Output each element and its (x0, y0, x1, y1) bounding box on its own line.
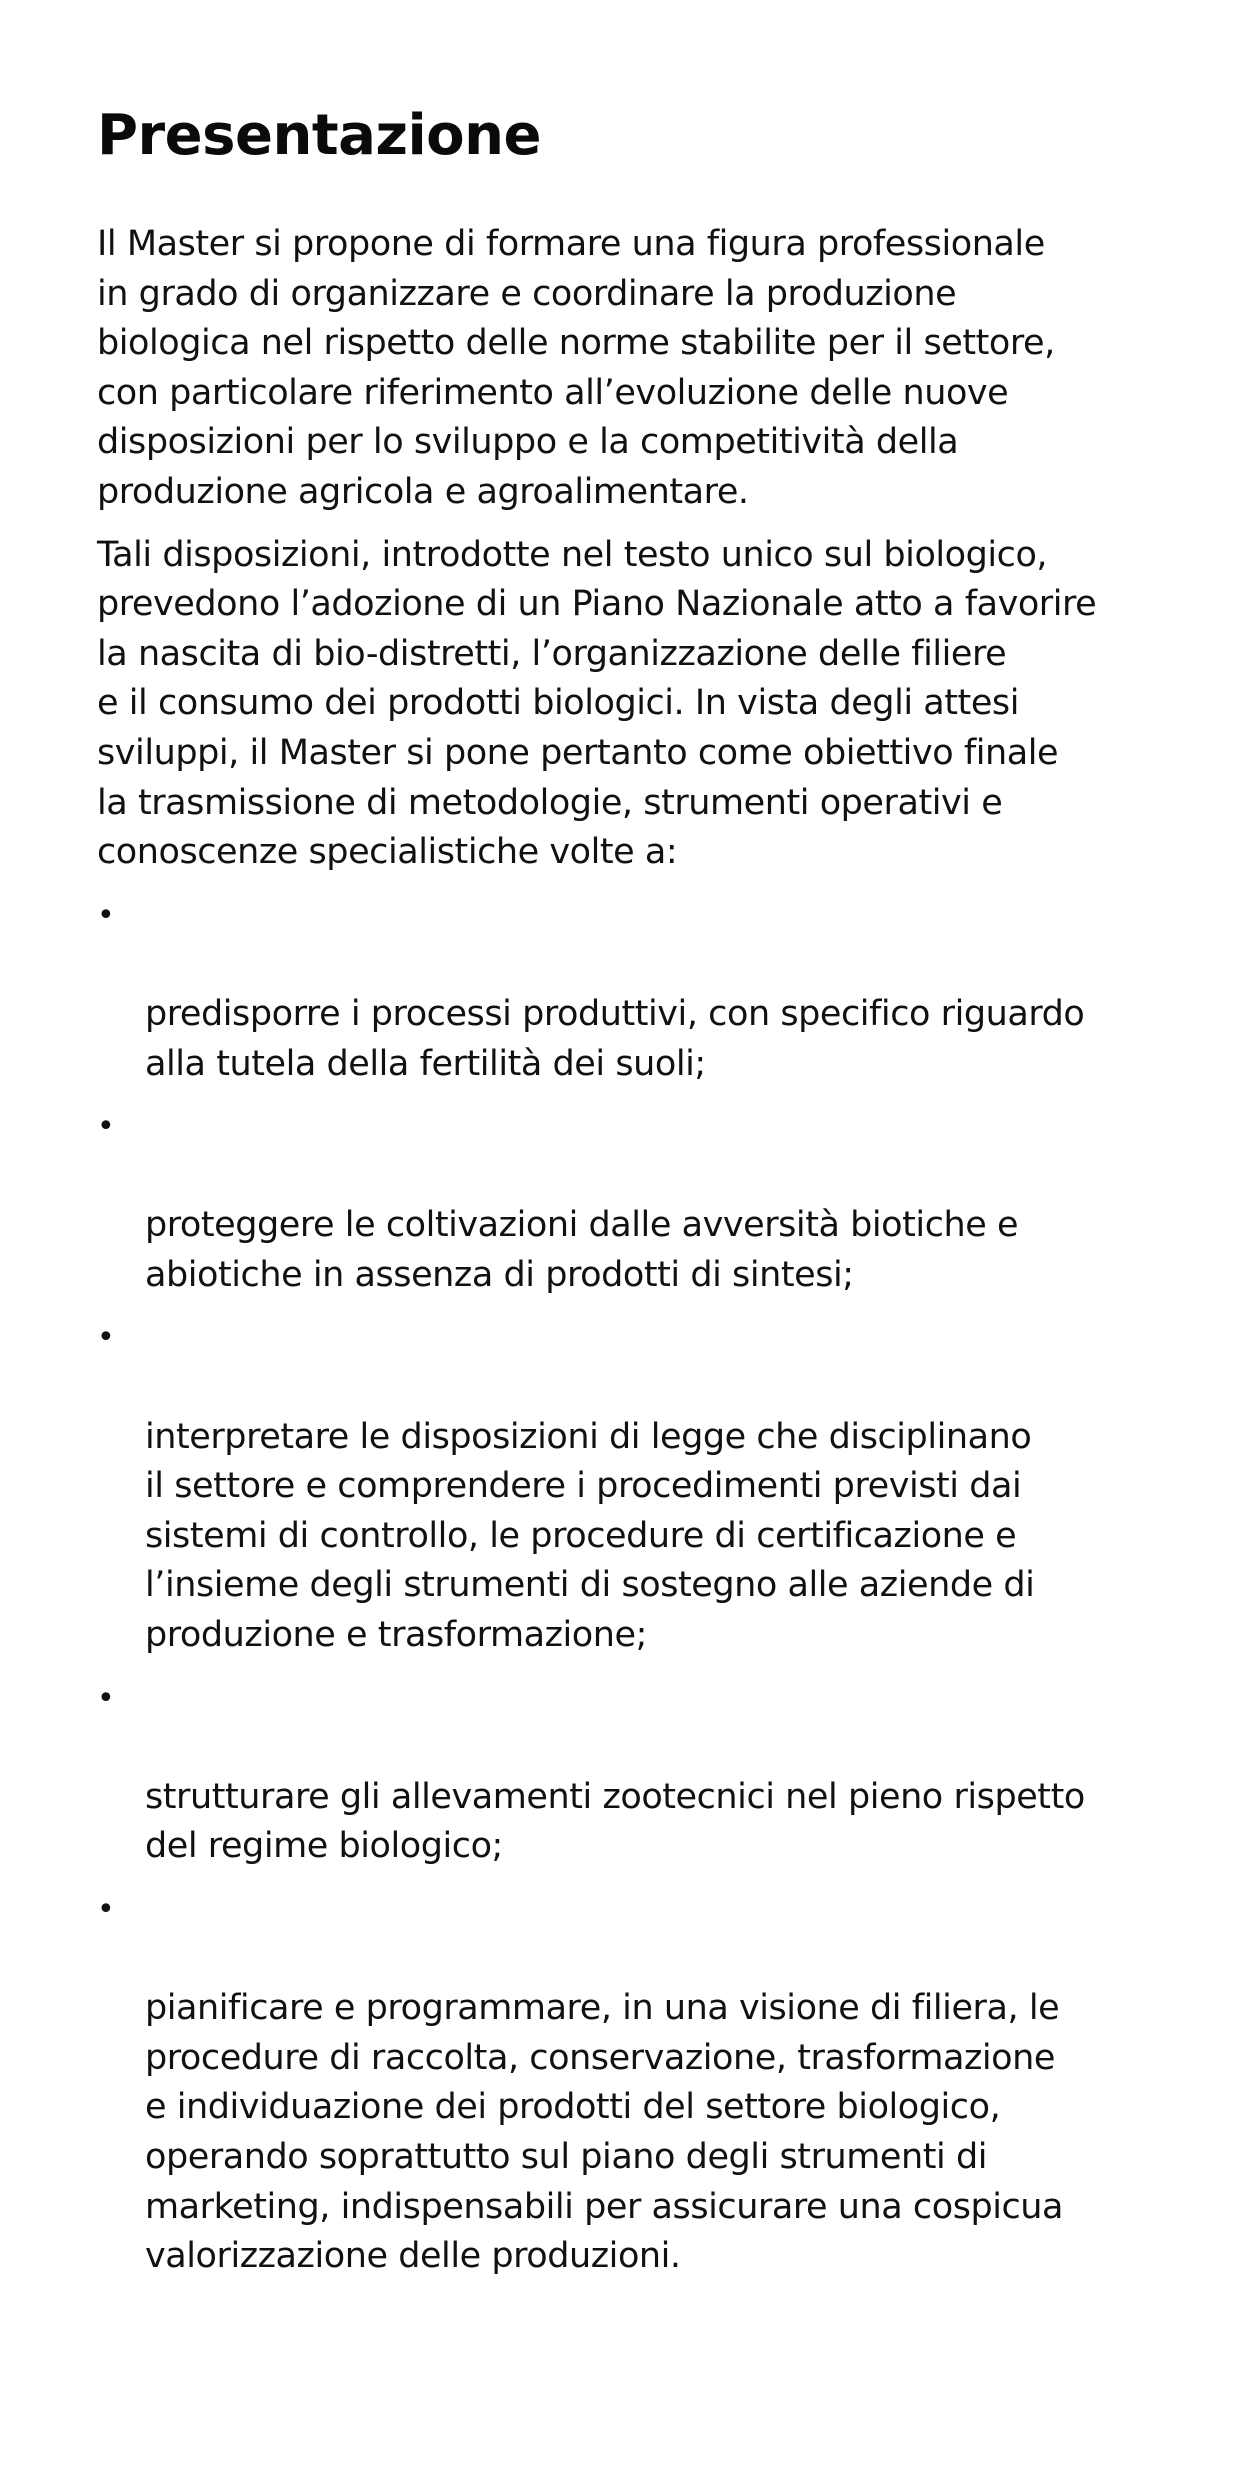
objectives-list (97, 891, 1157, 2282)
bullet-icon: • (97, 897, 115, 933)
intro-paragraph: Il Master si propone di formare una figura professionale in grado di organizzare e coordinare la produzione biologica nel rispetto delle norme stabilite per il settore, con particolare riferimento all’evoluzione delle nuove disposizioni per lo sviluppo e la competitività della produzione agricola e agroalimentare. (97, 224, 1055, 512)
list-item-text: pianificare e programmare, in una visione di filiera, le procedure di raccolta, conservazione, trasformazione e individuazione dei prodotti del settore biologico, operando soprattutto sul piano degli strumenti di marketing, indispensabili per assicurare una cospicua valorizzazione delle produzioni. (145, 1988, 1064, 2277)
list-item (97, 1674, 1157, 1872)
page-title: Presentazione (97, 103, 541, 168)
list-item-text: proteggere le coltivazioni dalle avversità biotiche e abiotiche in assenza di prodotti di sintesi; (145, 1205, 1019, 1295)
bullet-icon: • (97, 1320, 115, 1356)
document-body (97, 220, 1157, 2282)
bullet-icon: • (97, 1109, 115, 1145)
bullet-icon: • (97, 1892, 115, 1927)
bullet-icon: • (97, 1680, 115, 1716)
list-item (97, 1313, 1157, 1660)
list-item-text: interpretare le disposizioni di legge che disciplinano il settore e comprendere i procedimenti previsti dai sistemi di controllo, le procedure di certificazione e l’insieme degli strumenti di sostegno alle aziende di produzione e trasformazione; (145, 1416, 1035, 1656)
list-item (97, 891, 1157, 1089)
list-item-text: strutturare gli allevamenti zootecnici nel pieno rispetto del regime biologico; (145, 1776, 1085, 1867)
provisions-paragraph: Tali disposizioni, introdotte nel testo unico sul biologico, prevedono l’adozione di un Piano Nazionale atto a favorire la nascita di bio-distretti, l’organizzazione delle filiere e il consumo dei prodotti biologici. In vista degli attesi sviluppi, il Master si pone pertanto come obiettivo finale la trasmissione di metodologie, strumenti operativi e conoscenze specialistiche volte a: (97, 534, 1097, 873)
list-item (97, 1102, 1157, 1300)
document-page (97, 96, 1157, 2295)
list-item (97, 1885, 1157, 2282)
list-item-text: predisporre i processi produttivi, con specifico riguardo alla tutela della fertilità dei suoli; (145, 993, 1085, 1084)
